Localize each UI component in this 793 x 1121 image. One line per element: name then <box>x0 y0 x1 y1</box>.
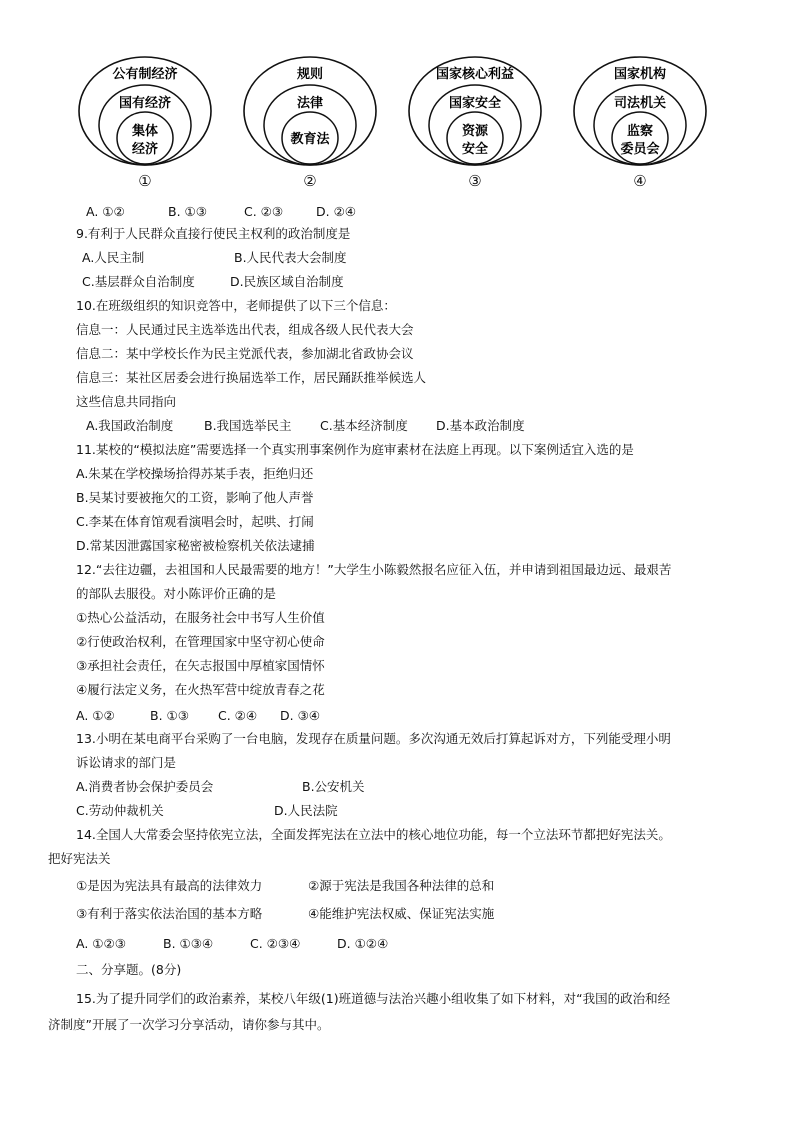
q14-option-d: D. ①②④ <box>337 936 389 951</box>
q15-line2: 济制度”开展了一次学习分享活动，请你参与其中。 <box>48 1017 330 1032</box>
q8-option-d: D. ②④ <box>316 204 356 219</box>
inner-label-line1: 监察 <box>626 124 654 139</box>
q14-statement-1: ①是因为宪法具有最高的法律效力 <box>76 878 263 893</box>
q13-stem-line1: 13.小明在某电商平台采购了一台电脑，发现存在质量问题。多次沟通无效后打算起诉对方，下列能受理小明 <box>76 731 671 746</box>
q10-option-a: A.我国政治制度 <box>86 418 174 433</box>
q12-option-b: B. ①③ <box>150 708 189 723</box>
diagram-number: ④ <box>633 172 647 190</box>
q12-option-c: C. ②④ <box>218 708 258 723</box>
q15-line1: 15.为了提升同学们的政治素养，某校八年级(1)班道德与法治兴趣小组收集了如下材料，对“我国的政治和经 <box>76 991 671 1006</box>
q10-option-b: B.我国选举民主 <box>204 418 292 433</box>
q10-info-1: 信息一：人民通过民主选举选出代表，组成各级人民代表大会 <box>76 322 414 337</box>
q12-statement-1: ①热心公益活动，在服务社会中书写人生价值 <box>76 610 325 625</box>
q10-tail: 这些信息共同指向 <box>76 394 177 409</box>
q13-options-row2 <box>76 803 338 819</box>
nested-circles-graphic <box>75 55 215 167</box>
q13-option-c: C.劳动仲裁机关 <box>76 803 164 818</box>
q11-stem: 11.某校的“模拟法庭”需要选择一个真实刑事案例作为庭审素材在法庭上再现。以下案例适宜入选的是 <box>76 442 634 457</box>
diagram-2 <box>240 55 380 195</box>
q12-statement-4: ④履行法定义务，在火热军营中绽放青春之花 <box>76 682 325 697</box>
q14-option-b: B. ①③④ <box>163 936 214 951</box>
q9-options-row1 <box>82 250 347 266</box>
q10-stem: 10.在班级组织的知识竞答中，老师提供了以下三个信息： <box>76 298 396 313</box>
middle-label: 司法机关 <box>613 96 667 111</box>
outer-label: 规则 <box>296 67 324 82</box>
inner-label-line1: 资源 <box>461 124 489 139</box>
q10-options <box>86 418 525 434</box>
q12-statement-2: ②行使政治权利，在管理国家中坚守初心使命 <box>76 634 325 649</box>
q14-statement-2: ②源于宪法是我国各种法律的总和 <box>308 878 495 893</box>
diagram-3 <box>405 55 545 195</box>
inner-label-line2: 委员会 <box>620 142 660 157</box>
diagram-1 <box>75 55 215 195</box>
q12-stem-line2: 的部队去服役。对小陈评价正确的是 <box>76 586 277 601</box>
section-heading: 二、分享题。(8分) <box>76 962 182 977</box>
inner-label-line2: 安全 <box>461 142 489 157</box>
q10-option-d: D.基本政治制度 <box>436 418 525 433</box>
q9-option-d: D.民族区域自治制度 <box>230 274 344 289</box>
q10-info-3: 信息三：某社区居委会进行换届选举工作，居民踊跃推举候选人 <box>76 370 427 385</box>
q9-option-c: C.基层群众自治制度 <box>82 274 195 289</box>
diagram-number: ② <box>303 172 317 190</box>
q14-statements-row2 <box>76 906 494 922</box>
q8-options <box>86 204 356 220</box>
q10-option-c: C.基本经济制度 <box>320 418 408 433</box>
q13-option-d: D.人民法院 <box>274 803 338 818</box>
q9-option-a: A.人民主制 <box>82 250 145 265</box>
nested-circles-graphic <box>240 55 380 167</box>
q9-option-b: B.人民代表大会制度 <box>234 250 347 265</box>
inner-label-line2: 经济 <box>131 142 159 157</box>
nested-circles-graphic <box>570 55 710 167</box>
q13-stem-line2: 诉讼请求的部门是 <box>76 755 177 770</box>
q11-option-d: D.常某因泄露国家秘密被检察机关依法逮捕 <box>76 538 315 553</box>
q11-option-a: A.朱某在学校操场拾得苏某手表，拒绝归还 <box>76 466 314 481</box>
q12-option-d: D. ③④ <box>280 708 320 723</box>
q14-statement-3: ③有利于落实依法治国的基本方略 <box>76 906 263 921</box>
inner-label-line1: 教育法 <box>290 132 330 147</box>
q12-stem-line1: 12.“去往边疆，去祖国和人民最需要的地方！”大学生小陈毅然报名应征入伍，并申请到祖国最边远、最艰苦 <box>76 562 672 577</box>
diagram-number: ③ <box>468 172 482 190</box>
middle-label: 国家安全 <box>448 96 502 111</box>
inner-label-line1: 集体 <box>131 124 159 139</box>
outer-label: 国家核心利益 <box>435 67 515 82</box>
q14-options <box>76 936 388 952</box>
diagram-4 <box>570 55 710 195</box>
q14-statement-4: ④能维护宪法权威、保证宪法实施 <box>308 906 495 921</box>
q10-info-2: 信息二：某中学校长作为民主党派代表，参加湖北省政协会议 <box>76 346 414 361</box>
q9-stem: 9.有利于人民群众直接行使民主权利的政治制度是 <box>76 226 351 241</box>
q8-option-a: A. ①② <box>86 204 125 219</box>
q8-option-c: C. ②③ <box>244 204 284 219</box>
q11-option-b: B.吴某讨要被拖欠的工资，影响了他人声誉 <box>76 490 314 505</box>
outer-label: 国家机构 <box>613 67 667 82</box>
q9-options-row2 <box>82 274 344 290</box>
q12-option-a: A. ①② <box>76 708 115 723</box>
q13-option-b: B.公安机关 <box>302 779 365 794</box>
q12-options <box>76 708 320 724</box>
q13-option-a: A.消费者协会保护委员会 <box>76 779 214 794</box>
q14-statements-row1 <box>76 878 494 894</box>
middle-label: 国有经济 <box>118 96 172 111</box>
q8-option-b: B. ①③ <box>168 204 207 219</box>
nested-circles-graphic <box>405 55 545 167</box>
q14-option-c: C. ②③④ <box>250 936 301 951</box>
q14-stem-line2: 把好宪法关 <box>48 851 111 866</box>
q13-options-row1 <box>76 779 365 795</box>
q12-statement-3: ③承担社会责任，在矢志报国中厚植家国情怀 <box>76 658 325 673</box>
diagram-number: ① <box>138 172 152 190</box>
middle-label: 法律 <box>296 96 324 111</box>
outer-label: 公有制经济 <box>112 67 178 82</box>
q11-option-c: C.李某在体育馆观看演唱会时，起哄、打闹 <box>76 514 314 529</box>
q14-stem-line1: 14.全国人大常委会坚持依宪立法，全面发挥宪法在立法中的核心地位功能，每一个立法环节都把好宪法关。 <box>76 827 671 842</box>
q14-option-a: A. ①②③ <box>76 936 126 951</box>
concept-diagrams <box>75 55 705 195</box>
